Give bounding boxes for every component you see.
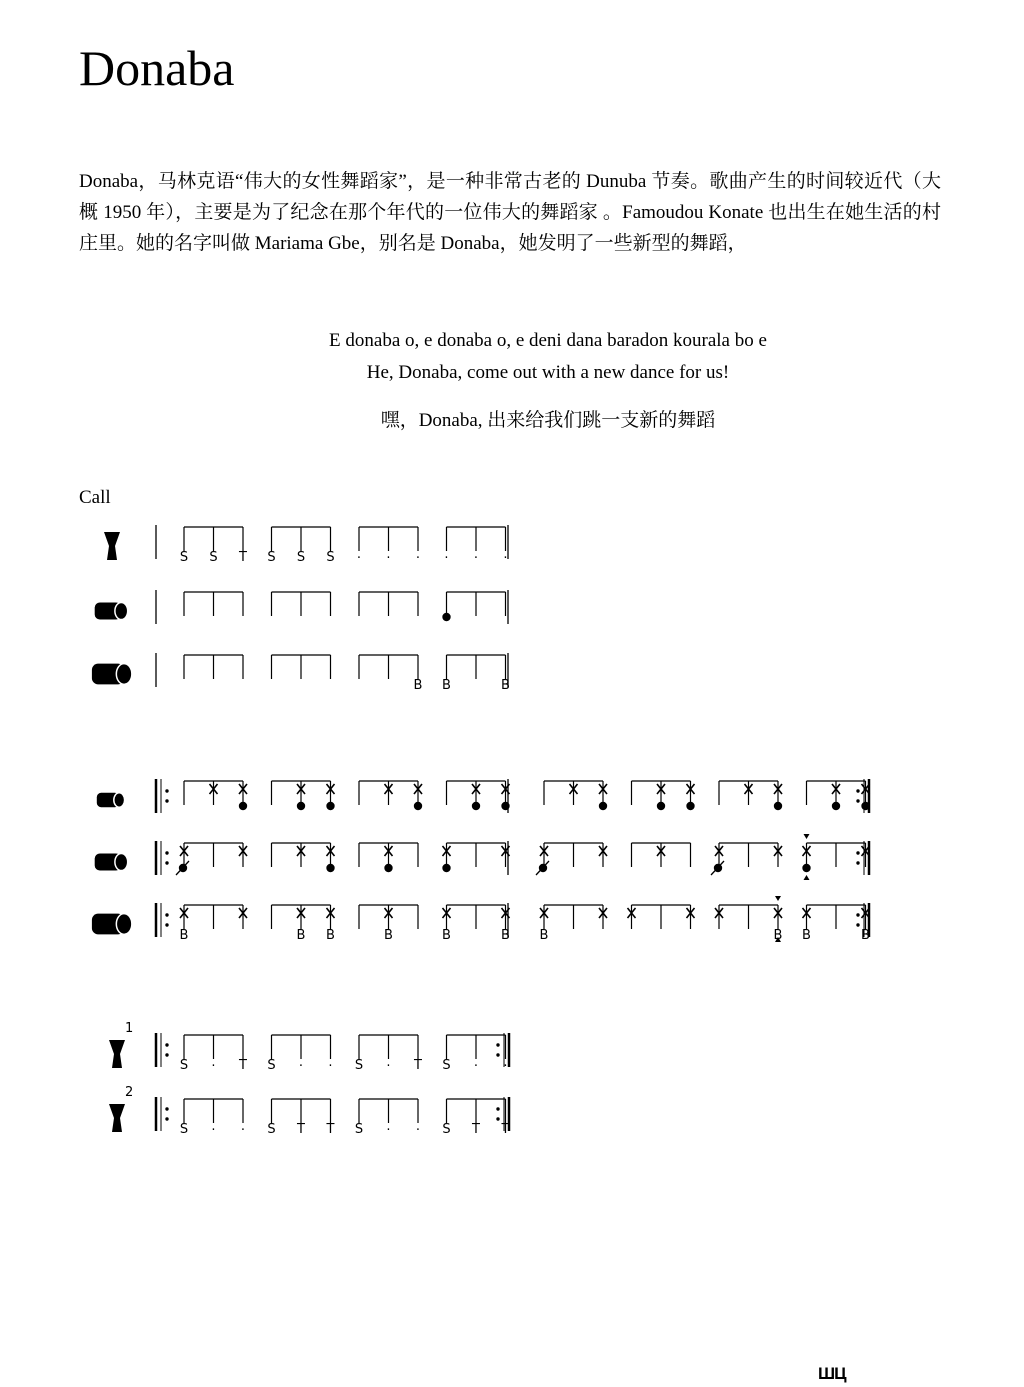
repeat-dot	[496, 1043, 499, 1046]
stroke-letter: S	[354, 1122, 364, 1137]
repeat-dot	[856, 861, 859, 864]
stroke-letter: ·	[386, 551, 391, 566]
repeat-dot	[856, 851, 859, 854]
stroke-letter: T	[472, 1122, 480, 1137]
stroke-letter: S	[442, 1122, 451, 1137]
note-head	[599, 802, 607, 810]
watermark: ШЦ	[818, 1364, 846, 1383]
note-head	[472, 802, 480, 810]
stroke-letter: S	[267, 1122, 276, 1137]
stroke-letter: ·	[503, 1059, 508, 1074]
djembe-icon	[104, 532, 120, 560]
stroke-letter: S	[442, 1058, 451, 1073]
variation-number: 1	[125, 1021, 134, 1036]
note-head	[414, 802, 422, 810]
repeat-dot	[165, 1043, 168, 1046]
stroke-letter: B	[539, 928, 549, 943]
stroke-letter: B	[501, 678, 510, 693]
stroke-letter: T	[326, 1122, 335, 1137]
stroke-letter: B	[861, 928, 870, 943]
stroke-letter: ·	[211, 1059, 216, 1074]
stroke-letter: S	[179, 1122, 189, 1137]
repeat-dot	[496, 1107, 499, 1110]
repeat-dot	[165, 851, 168, 854]
repeat-dot	[165, 1053, 168, 1056]
stroke-letter: ·	[415, 1123, 421, 1138]
repeat-dot	[496, 1117, 499, 1120]
note-head	[686, 802, 694, 810]
staff-call-dundunba	[92, 653, 510, 693]
stroke-letter: B	[413, 678, 423, 693]
repeat-dot	[856, 789, 859, 792]
stroke-letter: T	[501, 1122, 510, 1137]
stroke-letter: ·	[473, 1059, 479, 1074]
staff-kenkeni	[97, 779, 870, 813]
staff-call-sangban	[95, 590, 508, 624]
stroke-letter: S	[296, 550, 306, 565]
note-head	[442, 864, 450, 872]
stroke-letter: ·	[211, 1123, 216, 1138]
repeat-dot	[856, 923, 859, 926]
accent-mark	[804, 875, 810, 880]
stroke-letter: S	[326, 550, 335, 565]
stroke-letter: B	[802, 928, 811, 943]
note-head	[442, 613, 450, 621]
sangban-icon	[95, 853, 128, 870]
stroke-letter: B	[501, 928, 510, 943]
kenkeni-icon	[97, 793, 125, 807]
repeat-dot	[165, 789, 168, 792]
note-head	[326, 864, 334, 872]
stroke-letter: S	[267, 550, 276, 565]
stroke-letter: ·	[415, 551, 421, 566]
staff-djembe-2	[109, 1085, 510, 1138]
lyrics-line-3: 嘿，Donaba, 出来给我们跳一支新的舞蹈	[380, 410, 716, 431]
dundunba-icon	[92, 914, 132, 935]
stroke-letter: ·	[444, 551, 449, 566]
stroke-letter: S	[179, 1058, 189, 1073]
repeat-dot	[165, 861, 168, 864]
call-label: Call	[79, 487, 111, 508]
repeat-dot	[165, 923, 168, 926]
variation-number: 2	[125, 1085, 134, 1100]
stroke-letter: B	[179, 928, 189, 943]
repeat-dot	[165, 1107, 168, 1110]
note-head	[297, 802, 305, 810]
staff-sangban	[95, 834, 870, 880]
stroke-letter: B	[296, 928, 306, 943]
stroke-letter: B	[442, 928, 451, 943]
staff-dundunba	[92, 896, 870, 943]
stroke-letter: T	[414, 1058, 422, 1073]
stroke-letter: T	[297, 1122, 305, 1137]
stroke-letter: B	[773, 928, 783, 943]
note-head	[832, 802, 840, 810]
stroke-letter: ·	[473, 551, 479, 566]
page-title: Donaba	[79, 40, 235, 96]
repeat-dot	[496, 1053, 499, 1056]
stroke-letter: B	[384, 928, 393, 943]
repeat-dot	[165, 1117, 168, 1120]
note-head	[774, 802, 782, 810]
repeat-dot	[856, 799, 859, 802]
staff-call-djembe	[104, 525, 508, 566]
intro-paragraph: Donaba，马林克语“伟大的女性舞蹈家”，是一种非常古老的 Dunuba 节奏。歌曲产生的时间较近代（大概 1950 年），主要是为了纪念在那个年代的一位伟大的舞蹈家 。Famoudou Konate 也出生在她生活的村庄里。她的名字叫做 Mariama Gbe，别名是 Donaba，她发明了一些新型的舞蹈，	[79, 171, 941, 254]
lyrics-line-1: E donaba o, e donaba o, e deni dana baradon kourala bo e	[329, 330, 767, 351]
note-head	[384, 864, 392, 872]
stroke-letter: T	[239, 550, 247, 565]
stroke-letter: S	[209, 550, 218, 565]
dundunba-icon	[92, 664, 132, 685]
repeat-dot	[856, 913, 859, 916]
stroke-letter: S	[179, 550, 189, 565]
stroke-letter: ·	[328, 1059, 333, 1074]
lyrics-line-2: He, Donaba, come out with a new dance for us!	[366, 362, 730, 383]
accent-mark	[775, 896, 781, 901]
stroke-letter: S	[267, 1058, 276, 1073]
stroke-letter: ·	[386, 1123, 391, 1138]
repeat-dot	[165, 913, 168, 916]
stroke-letter: ·	[356, 551, 362, 566]
stroke-letter: S	[354, 1058, 364, 1073]
stroke-letter: T	[239, 1058, 247, 1073]
djembe-icon	[109, 1104, 125, 1132]
djembe-icon	[109, 1040, 125, 1068]
accent-mark	[804, 834, 810, 839]
sangban-icon	[95, 602, 128, 619]
stroke-letter: ·	[386, 1059, 391, 1074]
note-head	[239, 802, 247, 810]
stroke-letter: ·	[503, 551, 508, 566]
stroke-letter: ·	[298, 1059, 304, 1074]
repeat-dot	[165, 799, 168, 802]
note-head	[326, 802, 334, 810]
stroke-letter: B	[326, 928, 335, 943]
stroke-letter: ·	[240, 1123, 246, 1138]
stroke-letter: B	[442, 678, 451, 693]
staff-djembe-1	[109, 1021, 509, 1074]
note-head	[657, 802, 665, 810]
note-head	[802, 864, 810, 872]
